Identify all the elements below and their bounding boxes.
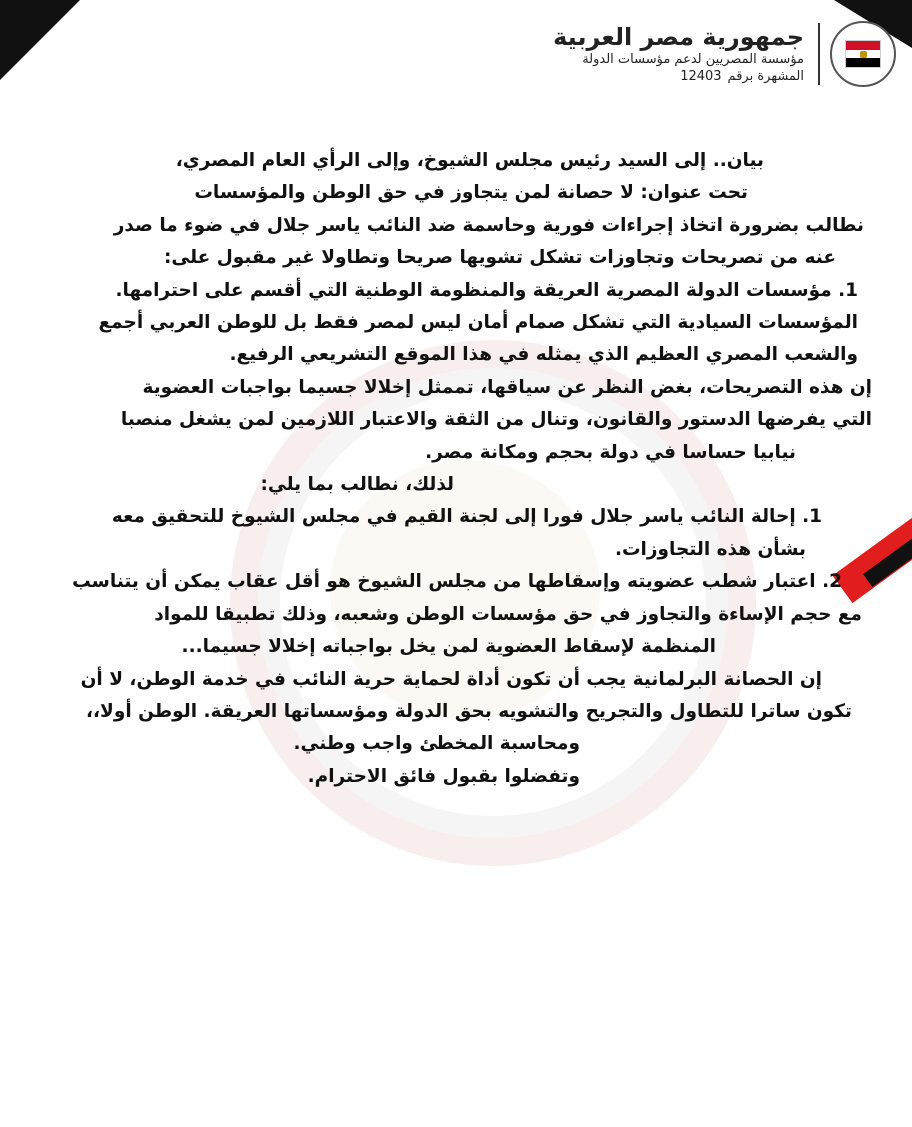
body-line: التي يفرضها الدستور والقانون، وتنال من الثقة والاعتبار اللازمين لمن يشغل منصبا: [120, 409, 872, 431]
body-line: 2. اعتبار شطب عضويته وإسقاطها من مجلس الشيوخ هو أقل عقاب يمكن أن يتناسب: [72, 571, 842, 593]
body-line: 1. إحالة النائب ياسر جلال فورا إلى لجنة القيم في مجلس الشيوخ للتحقيق معه: [111, 506, 822, 528]
registration-label: المشهرة برقم: [727, 69, 804, 84]
body-line: وتفضلوا بقبول فائق الاحترام.: [307, 765, 580, 787]
body-line: ومحاسبة المخطئ واجب وطني.: [293, 733, 580, 755]
org-subtitle: مؤسسة المصريين لدعم مؤسسات الدولة: [582, 52, 804, 67]
body-line: لذلك، نطالب بما يلي:: [260, 474, 454, 496]
body-line: إن هذه التصريحات، بغض النظر عن سياقها، تممثل إخلالا جسيما بواجبات العضوية: [142, 376, 872, 398]
body-line: والشعب المصري العظيم الذي يمثله في هذا الموقع التشريعي الرفيع.: [229, 344, 858, 366]
body-line: بشأن هذه التجاوزات.: [614, 538, 806, 560]
body-line: المنظمة لإسقاط العضوية لمن يخل بواجباته إخلالا جسيما...: [181, 636, 716, 658]
registration-number: 12403: [680, 69, 722, 84]
body-line: تحت عنوان: لا حصانة لمن يتجاوز في حق الوطن والمؤسسات: [194, 182, 748, 204]
body-line: تكون ساترا للتطاول والتجريح والتشويه بحق الدولة ومؤسساتها العريقة. الوطن أولا،،: [86, 700, 852, 722]
egypt-flag-seal-icon: [830, 21, 896, 87]
body-line: بيان.. إلى السيد رئيس مجلس الشيوخ، وإلى الرأي العام المصري،: [175, 150, 764, 171]
letterhead: [553, 18, 896, 90]
body-line: 1. مؤسسات الدولة المصرية العريقة والمنظومة الوطنية التي أقسم على احترامها.: [115, 279, 858, 301]
corner-decoration-top-left: [0, 0, 80, 80]
registration: [553, 68, 804, 85]
statement-body: [40, 145, 874, 793]
body-line: مع حجم الإساءة والتجاوز في حق مؤسسات الوطن وشعبه، وذلك تطبيقا للمواد: [154, 603, 862, 625]
letterhead-text: [553, 23, 804, 85]
body-line: إن الحصانة البرلمانية يجب أن تكون أداة لحماية حرية النائب في خدمة الوطن، لا أن: [80, 668, 822, 690]
org-name: جمهورية مصر العربية: [553, 23, 804, 51]
header-divider: [818, 23, 820, 85]
body-line: نطالب بضرورة اتخاذ إجراءات فورية وحاسمة ضد النائب ياسر جلال في ضوء ما صدر: [113, 214, 864, 236]
body-line: عنه من تصريحات وتجاوزات تشكل تشويها صريحا وتطاولا غير مقبول على:: [163, 247, 836, 269]
body-line: نيابيا حساسا في دولة بحجم ومكانة مصر.: [425, 441, 796, 463]
body-line: المؤسسات السيادية التي تشكل صمام أمان ليس لمصر فقط بل للوطن العربي أجمع: [98, 312, 858, 334]
